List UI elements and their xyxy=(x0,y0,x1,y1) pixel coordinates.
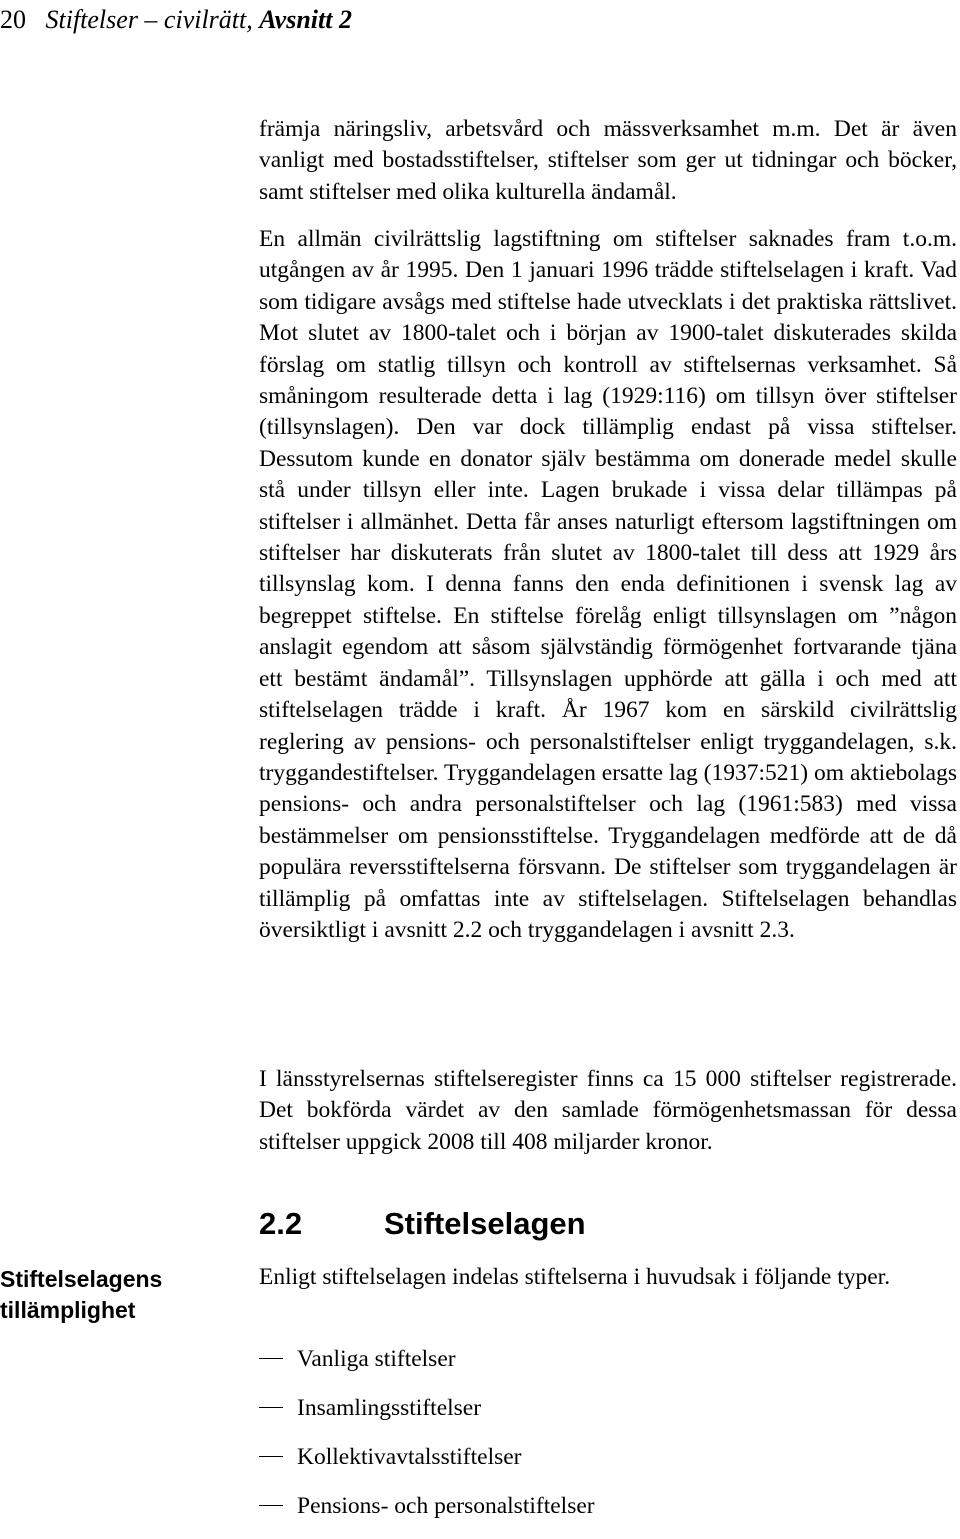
running-header xyxy=(0,4,352,36)
page-number: 20 xyxy=(0,5,26,34)
list-item-text: Kollektivavtalsstiftelser xyxy=(297,1444,522,1470)
body-paragraph-4 xyxy=(259,1262,957,1293)
stiftelse-types-list xyxy=(259,1343,595,1539)
paragraph-text: I länsstyrelsernas stiftelseregister finns ca 15 000 stiftelser registrerade. Det bokförda värdet av den samlade förmögenhetsmassan för dessa stiftelser uppgick 2008 till 408 miljarder kronor. xyxy=(259,1066,957,1155)
dash-bullet-icon xyxy=(259,1456,283,1457)
section-number: 2.2 xyxy=(259,1206,303,1241)
list-item xyxy=(259,1490,595,1539)
body-paragraph-2 xyxy=(259,224,957,946)
header-section: Avsnitt 2 xyxy=(259,5,352,34)
list-item-text: Insamlingsstiftelser xyxy=(297,1395,482,1421)
dash-bullet-icon xyxy=(259,1407,283,1408)
section-heading xyxy=(259,1204,586,1244)
list-item xyxy=(259,1392,595,1441)
body-paragraph-3 xyxy=(259,1064,957,1158)
list-item-text: Vanliga stiftelser xyxy=(297,1346,456,1372)
list-item-text: Pensions- och personalstiftelser xyxy=(297,1493,595,1519)
dash-bullet-icon xyxy=(259,1358,283,1359)
section-title: Stiftelselagen xyxy=(384,1206,586,1241)
body-paragraph-1 xyxy=(259,114,957,208)
paragraph-text: Enligt stiftelselagen indelas stiftelserna i huvudsak i följande typer. xyxy=(259,1264,891,1290)
header-title: Stiftelser – civilrätt, xyxy=(45,5,253,34)
margin-note: Stiftelselagens tillämplighet xyxy=(0,1266,163,1323)
list-item xyxy=(259,1343,595,1392)
dash-bullet-icon xyxy=(259,1505,283,1506)
paragraph-text: främja näringsliv, arbetsvård och mässverksamhet m.m. Det är även vanligt med bostadsstiftelser, stiftelser som ger ut tidningar och böcker, samt stiftelser med olika kulturella ändamål. xyxy=(259,116,957,205)
paragraph-text: En allmän civilrättslig lagstiftning om stiftelser saknades fram t.o.m. utgången av år 1995. Den 1 januari 1996 trädde stiftelselagen i kraft. Vad som tidigare avsågs med stiftelse hade utvecklats i det praktiska rättslivet. Mot slutet av 1800-talet och i början av 1900-talet diskuterades skilda förslag om statlig tillsyn och kontroll av stiftelsernas verksamhet. Så småningom resulterade detta i lag (1929:116) om tillsyn över stiftelser (tillsynslagen). Den var dock tillämplig endast på vissa stiftelser. Dessutom kunde en donator själv bestämma om donerade medel skulle stå under tillsyn eller inte. Lagen brukade i vissa delar tillämpas på stiftelser i allmänhet. Detta får anses naturligt eftersom lagstiftningen om stiftelser har diskuterats från slutet av 1800-talet till dess att 1929 års tillsynslag kom. I denna fanns den enda definitionen i svensk lag av begreppet stiftelse. En stiftelse förelåg enligt tillsynslagen om ”någon anslagit egendom att såsom självständig förmögenhet fortvarande tjäna ett bestämt ändamål”. Tillsynslagen upphörde att gälla i och med att stiftelselagen trädde i kraft. År 1967 kom en särskild civilrättslig reglering av pensions- och personalstiftelser enligt tryggandelagen, s.k. tryggandestiftelser. Tryggandelagen ersatte lag (1937:521) om aktiebolags pensions- och andra personalstiftelser och lag (1961:583) med vissa bestämmelser om pensionsstiftelse. Tryggandelagen medförde att de då populära reversstiftelserna försvann. De stiftelser som tryggandelagen är tillämplig på omfattas inte av stiftelselagen. Stiftelselagen behandlas översiktligt i avsnitt 2.2 och tryggandelagen i avsnitt 2.3. xyxy=(259,226,957,943)
list-item xyxy=(259,1441,595,1490)
